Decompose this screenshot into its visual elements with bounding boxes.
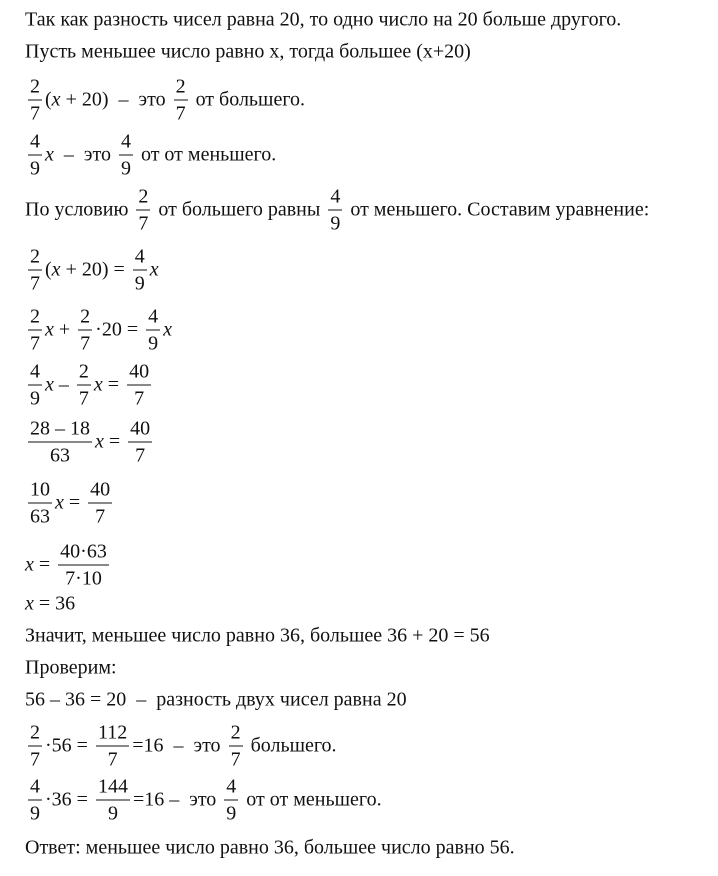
text-line	[25, 307, 172, 354]
text-segment: = 36	[33, 592, 76, 615]
text-segment: Ответ: меньшее число равно 36, большее число равно 56.	[25, 836, 515, 859]
text-line	[25, 41, 471, 64]
fraction	[133, 247, 147, 294]
variable: x	[51, 88, 61, 111]
fraction-numerator: 144	[96, 777, 130, 801]
fraction-numerator: 40	[128, 419, 152, 443]
fraction-numerator: 2	[174, 77, 188, 101]
fraction-denominator: 9	[30, 387, 40, 410]
fraction	[28, 307, 42, 354]
fraction	[96, 777, 130, 824]
fraction-denominator: 9	[226, 802, 237, 825]
text-segment: (	[45, 258, 52, 281]
variable: x	[55, 491, 64, 514]
text-segment: ·36 =	[45, 788, 93, 811]
text-segment: от большего равны	[153, 198, 326, 221]
fraction	[128, 419, 152, 466]
fraction	[28, 362, 42, 409]
text-line	[25, 247, 159, 294]
text-segment: –	[53, 373, 74, 396]
text-line	[25, 542, 112, 589]
fraction	[78, 307, 92, 354]
variable: x	[45, 143, 54, 166]
fraction-denominator: 9	[148, 332, 159, 355]
text-segment: от от меньшего.	[135, 143, 277, 166]
fraction-numerator: 4	[28, 362, 42, 386]
variable: x	[25, 553, 34, 576]
fraction-denominator: 7	[80, 332, 91, 355]
fraction	[28, 247, 42, 294]
fraction	[58, 542, 109, 589]
text-line	[25, 77, 305, 124]
fraction-denominator: 7	[30, 748, 40, 771]
fraction-numerator: 4	[224, 777, 238, 801]
fraction-numerator: 2	[28, 723, 42, 747]
fraction-numerator: 4	[146, 307, 160, 331]
fraction	[136, 187, 150, 234]
fraction-numerator: 2	[28, 247, 42, 271]
text-segment: +	[53, 318, 76, 341]
fraction-numerator: 2	[229, 723, 243, 747]
fraction-numerator: 40	[88, 480, 112, 504]
fraction-numerator: 2	[136, 187, 150, 211]
fraction-denominator: 9	[120, 157, 131, 180]
text-segment: По условию	[25, 198, 134, 221]
fraction-denominator: 63	[30, 505, 50, 528]
text-line	[25, 480, 115, 527]
variable: x	[93, 373, 103, 396]
fraction-numerator: 4	[328, 187, 342, 211]
text-line	[25, 9, 621, 32]
text-line	[25, 777, 382, 824]
text-segment: =	[102, 373, 125, 396]
fraction	[174, 77, 188, 124]
text-segment: ·56 =	[45, 734, 93, 757]
fraction-denominator: 7	[30, 272, 40, 295]
text-segment: Проверим:	[25, 656, 117, 679]
text-segment: Пусть меньшее число равно x, тогда большее (x+20)	[25, 40, 471, 63]
fraction	[229, 723, 243, 770]
text-segment: =16 – это	[132, 788, 222, 811]
fraction-numerator: 4	[119, 132, 133, 156]
fraction-denominator: 7	[30, 102, 40, 125]
fraction	[28, 723, 42, 770]
fraction-denominator: 7	[30, 332, 40, 355]
fraction-denominator: 9	[107, 802, 118, 825]
fraction-denominator: 63	[50, 444, 70, 467]
text-line	[25, 132, 276, 179]
fraction-numerator: 4	[28, 777, 42, 801]
fraction	[146, 307, 160, 354]
fraction-numerator: 2	[28, 77, 42, 101]
fraction-denominator: 9	[330, 212, 341, 235]
fraction-denominator: 7	[175, 102, 186, 125]
text-line	[25, 362, 154, 409]
fraction	[28, 419, 92, 466]
fraction-numerator: 10	[28, 480, 52, 504]
fraction-denominator: 9	[30, 802, 40, 825]
fraction-denominator: 7	[138, 212, 149, 235]
text-segment: + 20) – это	[60, 88, 171, 111]
text-segment: большего.	[245, 734, 337, 757]
text-line	[25, 657, 117, 680]
text-segment: 56 – 36 = 20 – разность двух чисел равна 20	[25, 688, 407, 711]
text-segment: ·20 =	[95, 318, 144, 341]
fraction	[119, 132, 133, 179]
text-line	[25, 723, 337, 770]
fraction-numerator: 2	[77, 362, 91, 386]
variable: x	[45, 373, 54, 396]
text-segment: =	[103, 430, 126, 453]
fraction	[88, 480, 112, 527]
fraction-denominator: 9	[30, 157, 40, 180]
variable: x	[45, 318, 54, 341]
fraction-numerator: 4	[133, 247, 147, 271]
text-segment: Значит, меньшее число равно 36, большее 36 + 20 = 56	[25, 624, 490, 647]
fraction	[28, 480, 52, 527]
text-line	[25, 837, 515, 860]
text-segment: =	[63, 491, 86, 514]
text-line	[25, 419, 155, 466]
fraction-denominator: 7	[107, 748, 118, 771]
fraction-denominator: 7·10	[65, 567, 102, 590]
text-segment: =	[33, 553, 56, 576]
fraction	[224, 777, 238, 824]
text-segment: – это	[53, 143, 116, 166]
variable: x	[149, 258, 159, 281]
fraction-numerator: 4	[28, 132, 42, 156]
fraction-numerator: 112	[96, 723, 129, 747]
variable: x	[51, 258, 61, 281]
text-segment: от от меньшего.	[241, 788, 382, 811]
fraction-denominator: 7	[230, 748, 241, 771]
fraction-numerator: 2	[78, 307, 92, 331]
text-segment: от большего.	[190, 88, 306, 111]
fraction-denominator: 7	[78, 387, 89, 410]
fraction	[328, 187, 342, 234]
fraction	[77, 362, 91, 409]
fraction-numerator: 40·63	[58, 542, 109, 566]
variable: x	[95, 430, 104, 453]
variable: x	[163, 318, 173, 341]
fraction-denominator: 7	[95, 505, 106, 528]
fraction-numerator: 40	[127, 362, 151, 386]
text-line	[25, 625, 490, 648]
fraction-numerator: 28 – 18	[28, 419, 92, 443]
text-segment: (	[45, 88, 52, 111]
fraction-denominator: 7	[135, 444, 146, 467]
fraction-denominator: 9	[134, 272, 145, 295]
fraction	[28, 77, 42, 124]
variable: x	[25, 592, 34, 615]
fraction	[127, 362, 151, 409]
text-line	[25, 593, 75, 616]
fraction	[28, 777, 42, 824]
text-segment: Так как разность чисел равна 20, то одно число на 20 больше другого.	[25, 8, 622, 31]
text-line	[25, 689, 407, 712]
fraction-denominator: 7	[134, 387, 145, 410]
text-line	[25, 187, 649, 234]
text-segment: =16 – это	[132, 734, 226, 757]
fraction-numerator: 2	[28, 307, 42, 331]
text-segment: + 20) =	[60, 258, 130, 281]
text-segment: от меньшего. Составим уравнение:	[345, 198, 650, 221]
fraction	[28, 132, 42, 179]
fraction	[96, 723, 129, 770]
